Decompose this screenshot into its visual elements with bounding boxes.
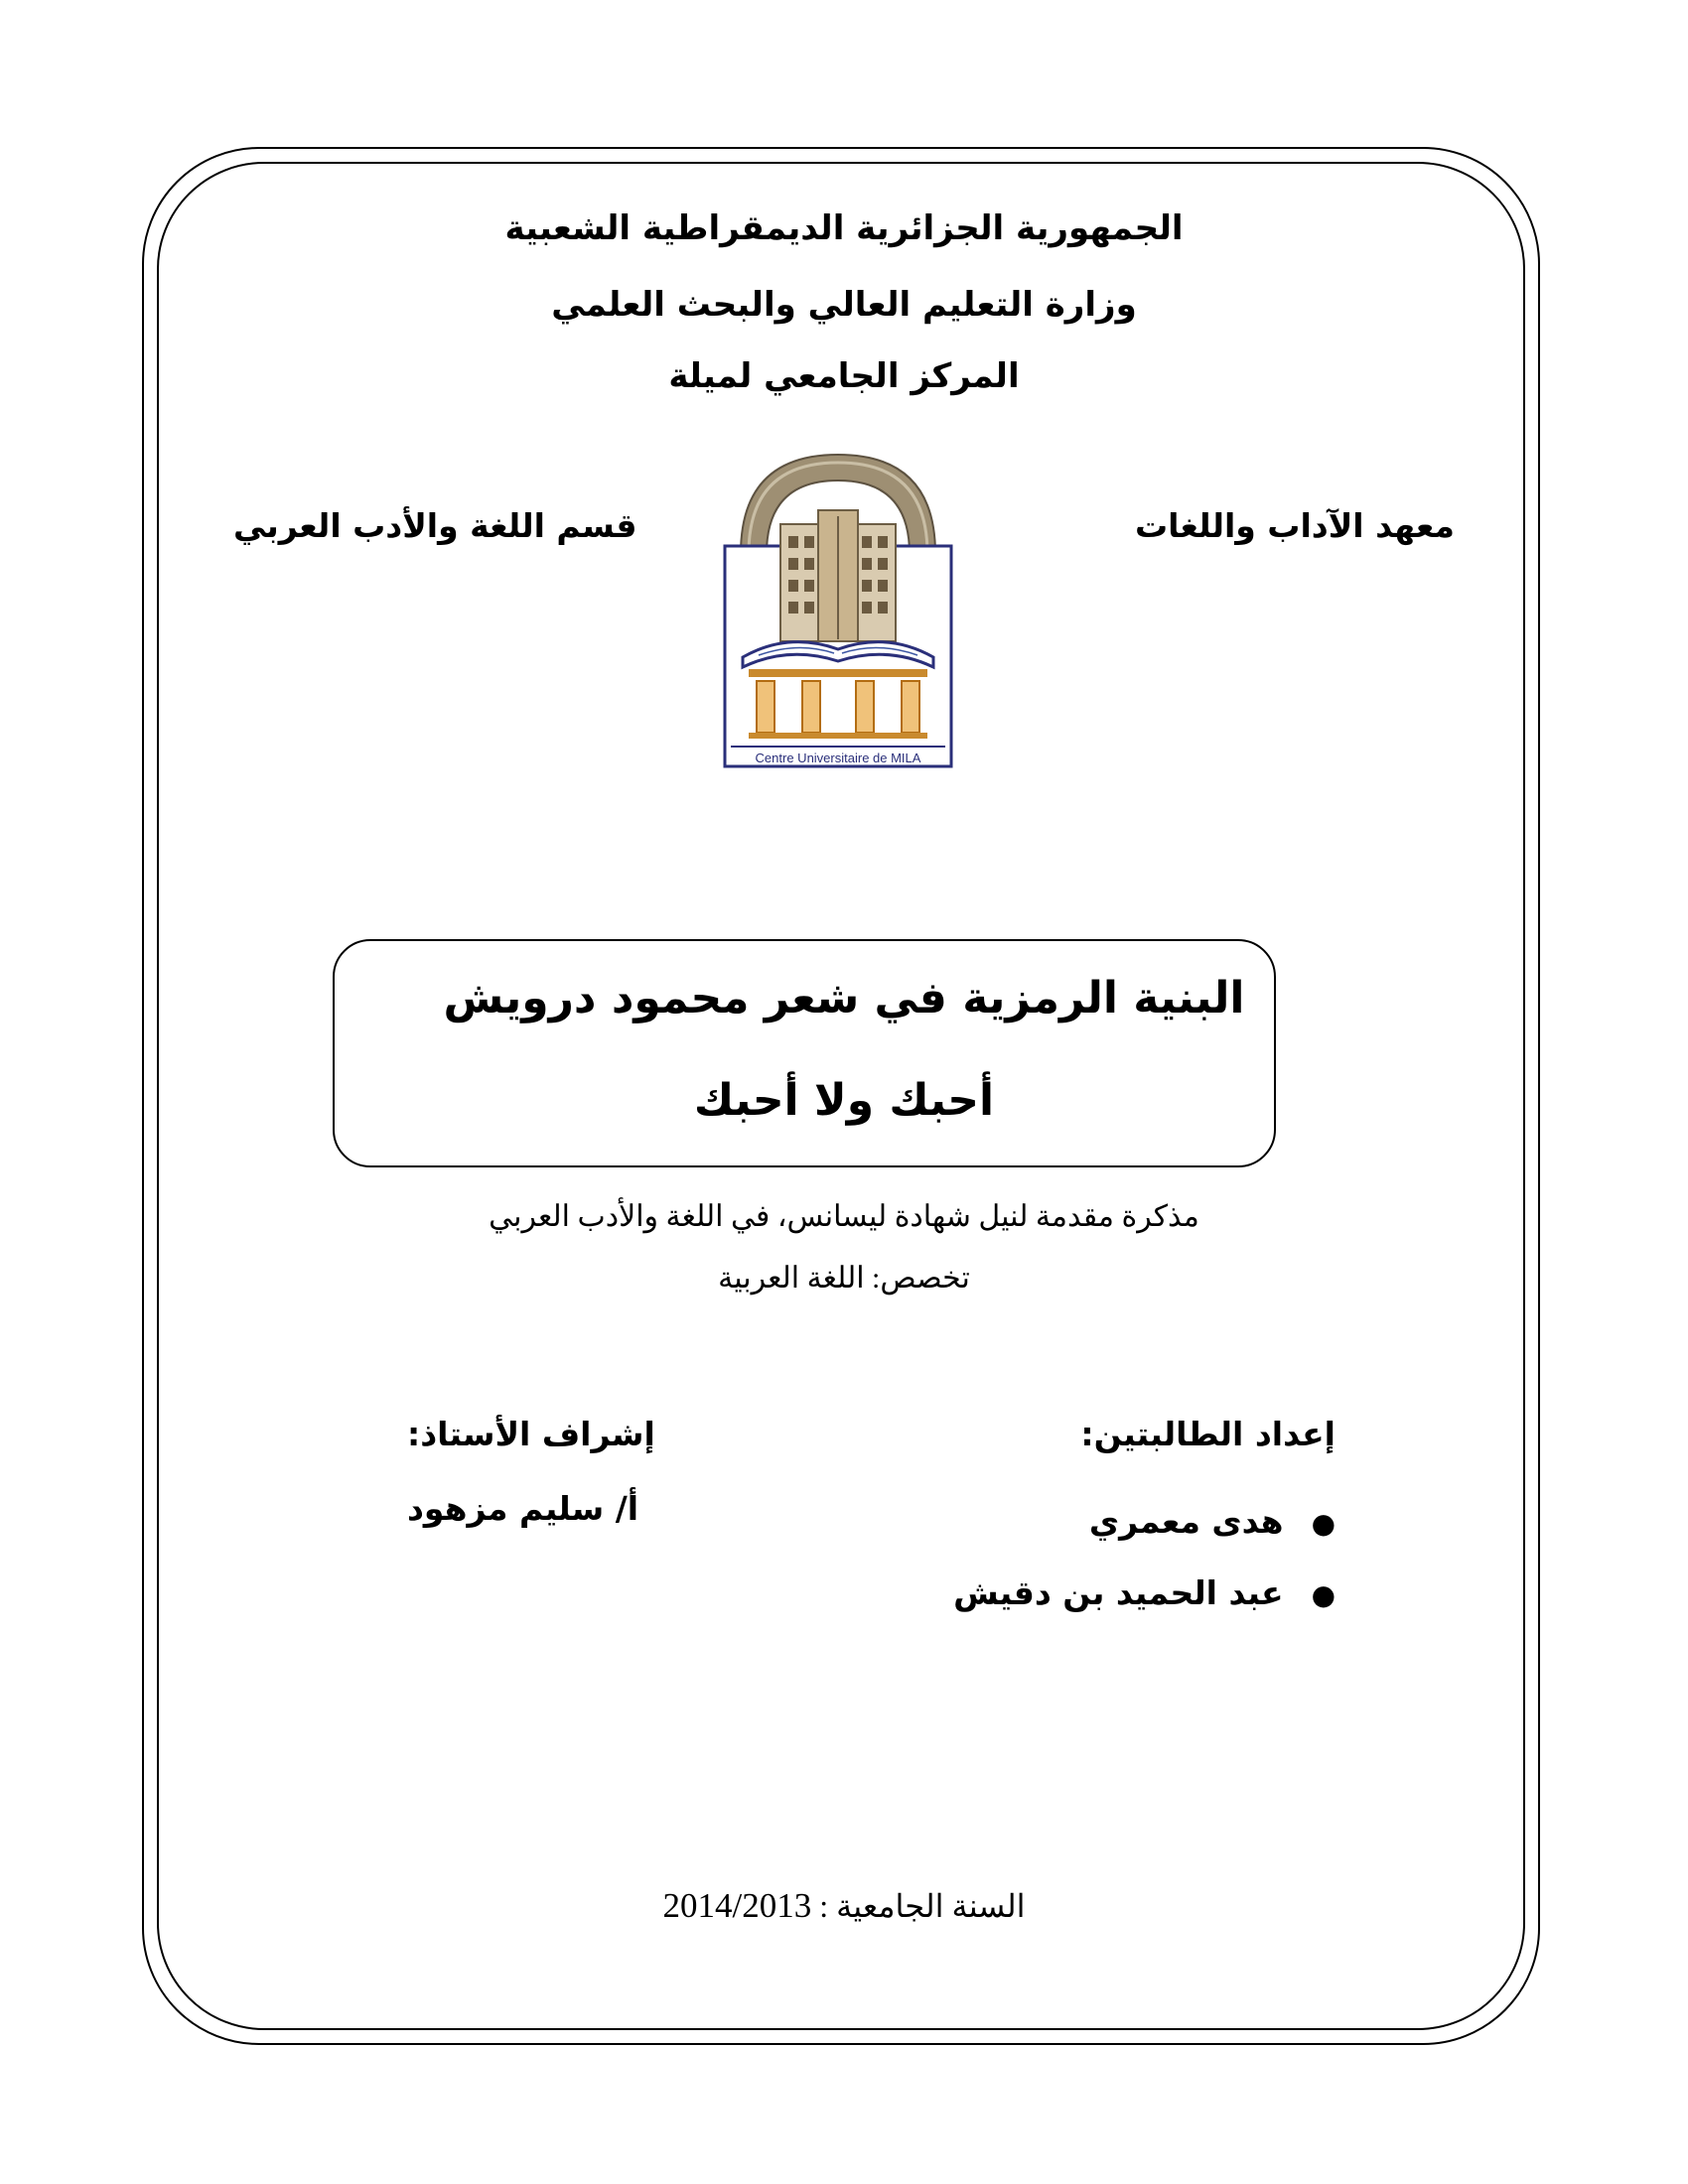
header-university: المركز الجامعي لميلة	[668, 356, 1020, 396]
university-logo	[719, 447, 957, 769]
bullet-icon: ●	[1311, 1507, 1336, 1540]
academic-year	[0, 1886, 1688, 1926]
bullet-icon: ●	[1311, 1578, 1336, 1611]
academic-year-value: 2014/2013	[662, 1886, 812, 1925]
logo-caption: Centre Universitaire de MILA	[755, 751, 921, 765]
prepared-by-label: إعداد الطالبتين:	[1080, 1415, 1336, 1453]
list-item	[953, 1486, 1336, 1558]
specialization: تخصص: اللغة العربية	[718, 1262, 970, 1295]
header-ministry: وزارة التعليم العالي والبحث العلمي	[551, 285, 1137, 325]
thesis-subtitle: أحبك ولا أحبك	[693, 1075, 995, 1126]
supervisor-name: أ/ سليم مزهود	[407, 1489, 639, 1528]
header-republic: الجمهورية الجزائرية الديمقراطية الشعبية	[504, 208, 1184, 248]
list-item	[953, 1558, 1336, 1629]
supervisor-label: إشراف الأستاذ:	[407, 1415, 655, 1453]
student-name: هدى معمري	[1088, 1502, 1284, 1541]
student-name: عبد الحميد بن دقيش	[953, 1573, 1284, 1612]
department-name: قسم اللغة والأدب العربي	[233, 506, 637, 545]
students-list	[953, 1486, 1336, 1629]
institute-name: معهد الآداب واللغات	[1134, 506, 1455, 545]
degree-statement: مذكرة مقدمة لنيل شهادة ليسانس، في اللغة والأدب العربي	[489, 1200, 1199, 1233]
thesis-title: البنية الرمزية في شعر محمود درويش	[443, 973, 1245, 1024]
academic-year-label: السنة الجامعية :	[819, 1888, 1026, 1924]
